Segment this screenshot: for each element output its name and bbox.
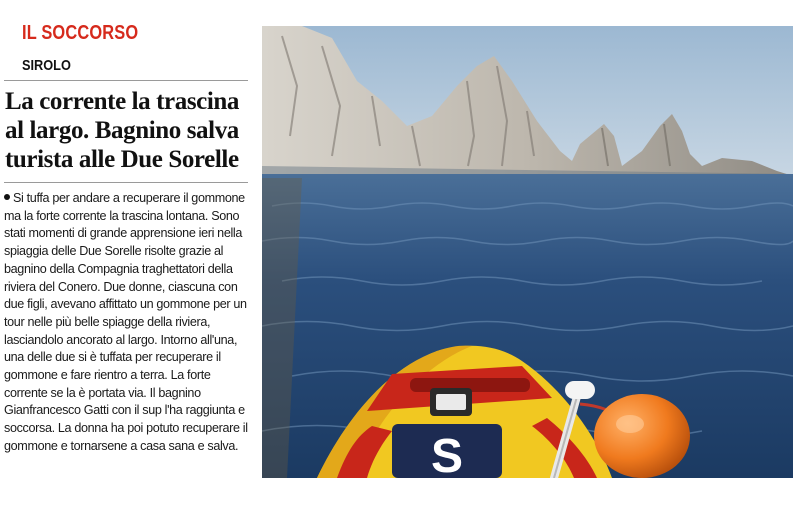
section-kicker: IL SOCCORSO — [22, 22, 139, 44]
location-label: SIROLO — [22, 57, 71, 74]
article-headline: La corrente la trascina al largo. Bagnino salva turista alle Due Sorelle — [5, 88, 240, 173]
article-column — [0, 0, 252, 513]
article-body — [4, 190, 254, 456]
board-logo: S — [430, 430, 464, 478]
article-body-text: Si tuffa per andare a recuperare il gommone ma la forte corrente la trascina lontana. Sono stati momenti di grande apprensione ieri nella spiaggia delle Due Sorelle risolte grazie al bagnino della Compagnia traghettatori della riviera del Conero. Due donne, ciascuna con due figli, avevano affittato un gommone per un tour nelle più belle spiagge della riviera, lasciandolo ancorato al largo. Intorno all'una, una delle due si è tuffata per recuperare il gommone e fare rientro a terra. La forte corrente se la è portata via. Il bagnino Gianfrancesco Gatti con il sup l'ha raggiunta e soccorsa. La donna ha poi potuto recuperare il gommone e tornarsene a casa sana e salva. — [4, 191, 248, 453]
divider — [4, 182, 248, 183]
bullet-icon — [4, 194, 10, 200]
rescue-buoy — [594, 394, 690, 478]
divider — [4, 80, 248, 81]
article-photo — [262, 26, 793, 478]
photo-svg — [262, 26, 793, 478]
